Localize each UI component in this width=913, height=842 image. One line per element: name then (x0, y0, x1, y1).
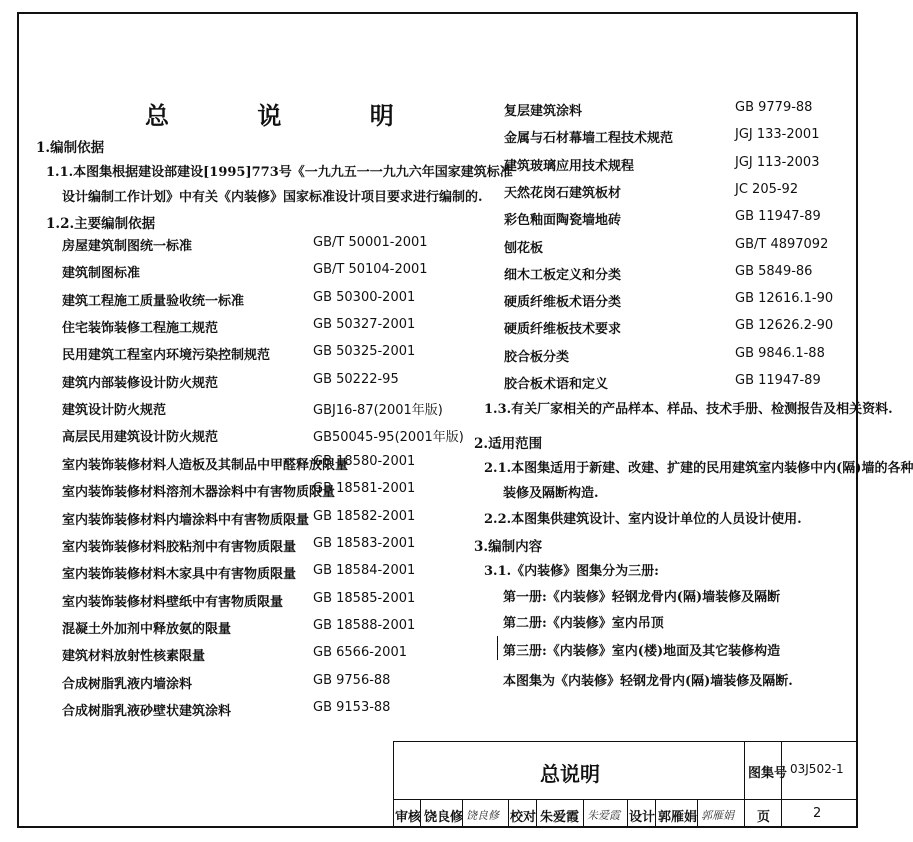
section3-note: 本图集为《内装修》轻钢龙骨内(隔)墙装修及隔断. (503, 674, 793, 689)
standard-name: 室内装饰装修材料溶剂木器涂料中有害物质限量 (62, 485, 336, 501)
standard-code: JC 205-92 (735, 181, 799, 197)
standard-code: GB/T 50001-2001 (313, 235, 428, 250)
check-label: 校对 (510, 810, 537, 825)
standard-code: GB 6566-2001 (313, 645, 407, 661)
standard-name: 房屋建筑制图统一标准 (62, 239, 193, 254)
checker-signature: 朱爱霞 (587, 809, 620, 822)
standard-name: 合成树脂乳液内墙涂料 (62, 676, 193, 692)
standard-name: 建筑内部装修设计防火规范 (62, 375, 219, 391)
section1-p3: 1.3.有关厂家相关的产品样本、样品、技术手册、检测报告及相关资料. (484, 402, 893, 417)
standard-name: 建筑制图标准 (62, 266, 141, 282)
section3-vol2: 第二册:《内装修》室内吊顶 (503, 616, 664, 631)
standard-name: 室内装饰装修材料人造板及其制品中甲醛释放限量 (62, 457, 349, 473)
standard-name: 室内装饰装修材料壁纸中有害物质限量 (62, 594, 284, 610)
standard-code: GB 5849-86 (735, 263, 813, 279)
standard-code: GB 12626.2-90 (735, 318, 834, 334)
section3-heading: 3.编制内容 (474, 539, 543, 555)
standard-code: GB 9779-88 (735, 100, 813, 115)
standard-name: 混凝土外加剂中释放氨的限量 (62, 621, 232, 637)
standard-code: GB 18580-2001 (313, 453, 416, 469)
standard-name: 硬质纤维板技术要求 (504, 322, 622, 338)
standard-name: 高层民用建筑设计防火规范 (62, 430, 219, 446)
section1-heading: 1.编制依据 (36, 140, 105, 156)
standard-name: 细木工板定义和分类 (504, 267, 622, 283)
standard-name: 建筑设计防火规范 (62, 403, 167, 419)
standard-code: GB 9756-88 (313, 672, 391, 688)
page-label: 页 (757, 810, 771, 825)
standard-code: GB 50327-2001 (313, 317, 416, 333)
standard-name: 室内装饰装修材料内墙涂料中有害物质限量 (62, 512, 310, 528)
page-number: 2 (813, 806, 822, 821)
standard-code: GB 18583-2001 (313, 535, 416, 551)
section1-p2-heading: 1.2.主要编制依据 (46, 216, 156, 232)
drawing-title: 总说明 (540, 762, 600, 786)
section3-vol1: 第一册:《内装修》轻钢龙骨内(隔)墙装修及隔断 (503, 590, 781, 605)
standard-name: 胶合板分类 (504, 349, 570, 365)
standard-name: 建筑工程施工质量验收统一标准 (62, 293, 245, 309)
page-title: 总 说 明 (145, 101, 434, 130)
section1-p1-line2: 设计编制工作计划》中有关《内装修》国家标准设计项目要求进行编制的. (62, 190, 483, 205)
designer-signature: 郭雁娟 (701, 809, 734, 822)
reviewer-signature: 饶良修 (466, 809, 499, 822)
standard-code: JGJ 133-2001 (735, 127, 820, 143)
standard-code: GB 18582-2001 (313, 508, 416, 524)
standard-code: GB 12616.1-90 (735, 291, 834, 307)
review-label: 审核 (395, 810, 422, 825)
standard-name: 室内装饰装修材料木家具中有害物质限量 (62, 567, 297, 583)
standard-name: 天然花岗石建筑板材 (504, 185, 622, 201)
margin-mark (497, 636, 498, 660)
standard-code: GB 9153-88 (313, 699, 391, 715)
standard-code: GBJ16-87(2001年版) (313, 403, 443, 419)
standard-name: 复层建筑涂料 (504, 104, 583, 119)
section2-p1-line2: 装修及隔断构造. (503, 486, 599, 501)
standard-name: 建筑玻璃应用技术规程 (504, 158, 635, 174)
standard-code: JGJ 113-2003 (735, 154, 820, 170)
section2-p2: 2.2.本图集供建筑设计、室内设计单位的人员设计使用. (484, 512, 802, 527)
standard-name: 彩色釉面陶瓷墙地砖 (504, 213, 622, 229)
title-block-top (393, 741, 858, 800)
standard-name: 住宅装饰装修工程施工规范 (62, 321, 219, 337)
standard-code: GB 18585-2001 (313, 590, 416, 606)
standard-code: GB 18581-2001 (313, 481, 416, 497)
section3-vol3: 第三册:《内装修》室内(楼)地面及其它装修构造 (503, 644, 781, 659)
standard-code: GB/T 50104-2001 (313, 262, 428, 278)
standard-code: GB50045-95(2001年版) (313, 430, 464, 446)
standard-code: GB 50222-95 (313, 371, 399, 387)
atlas-label: 图集号 (748, 766, 788, 781)
standard-name: 金属与石材幕墙工程技术规范 (504, 131, 674, 147)
section2-heading: 2.适用范围 (474, 436, 543, 452)
standard-code: GB 9846.1-88 (735, 345, 825, 361)
standard-code: GB 50325-2001 (313, 344, 416, 360)
standard-code: GB 11947-89 (735, 209, 821, 225)
section3-p1: 3.1.《内装修》图集分为三册: (484, 564, 659, 579)
standard-code: GB 50300-2001 (313, 289, 416, 305)
standard-code: GB/T 4897092 (735, 236, 829, 252)
standard-code: GB 18584-2001 (313, 563, 416, 579)
section2-p1-line1: 2.1.本图集适用于新建、改建、扩建的民用建筑室内装修中内(隔)墙的各种 (484, 461, 913, 476)
standard-name: 民用建筑工程室内环境污染控制规范 (62, 348, 271, 364)
standard-name: 胶合板术语和定义 (504, 377, 609, 392)
atlas-number: 03J502-1 (790, 762, 844, 776)
standard-name: 建筑材料放射性核素限量 (62, 649, 206, 665)
design-label: 设计 (629, 810, 656, 825)
standard-name: 室内装饰装修材料胶粘剂中有害物质限量 (62, 539, 297, 555)
checker-name: 朱爱霞 (540, 810, 580, 825)
standard-code: GB 18588-2001 (313, 617, 416, 633)
standard-name: 合成树脂乳液砂壁状建筑涂料 (62, 703, 232, 719)
section1-p1-line1: 1.1.本图集根据建设部建设[1995]773号《一九九五一一九九六年国家建筑标准 (46, 165, 513, 180)
designer-name: 郭雁娟 (658, 810, 698, 825)
standard-code: GB 11947-89 (735, 373, 821, 388)
standard-name: 硬质纤维板术语分类 (504, 295, 622, 311)
reviewer-name: 饶良修 (424, 810, 464, 825)
standard-name: 刨花板 (504, 240, 544, 256)
